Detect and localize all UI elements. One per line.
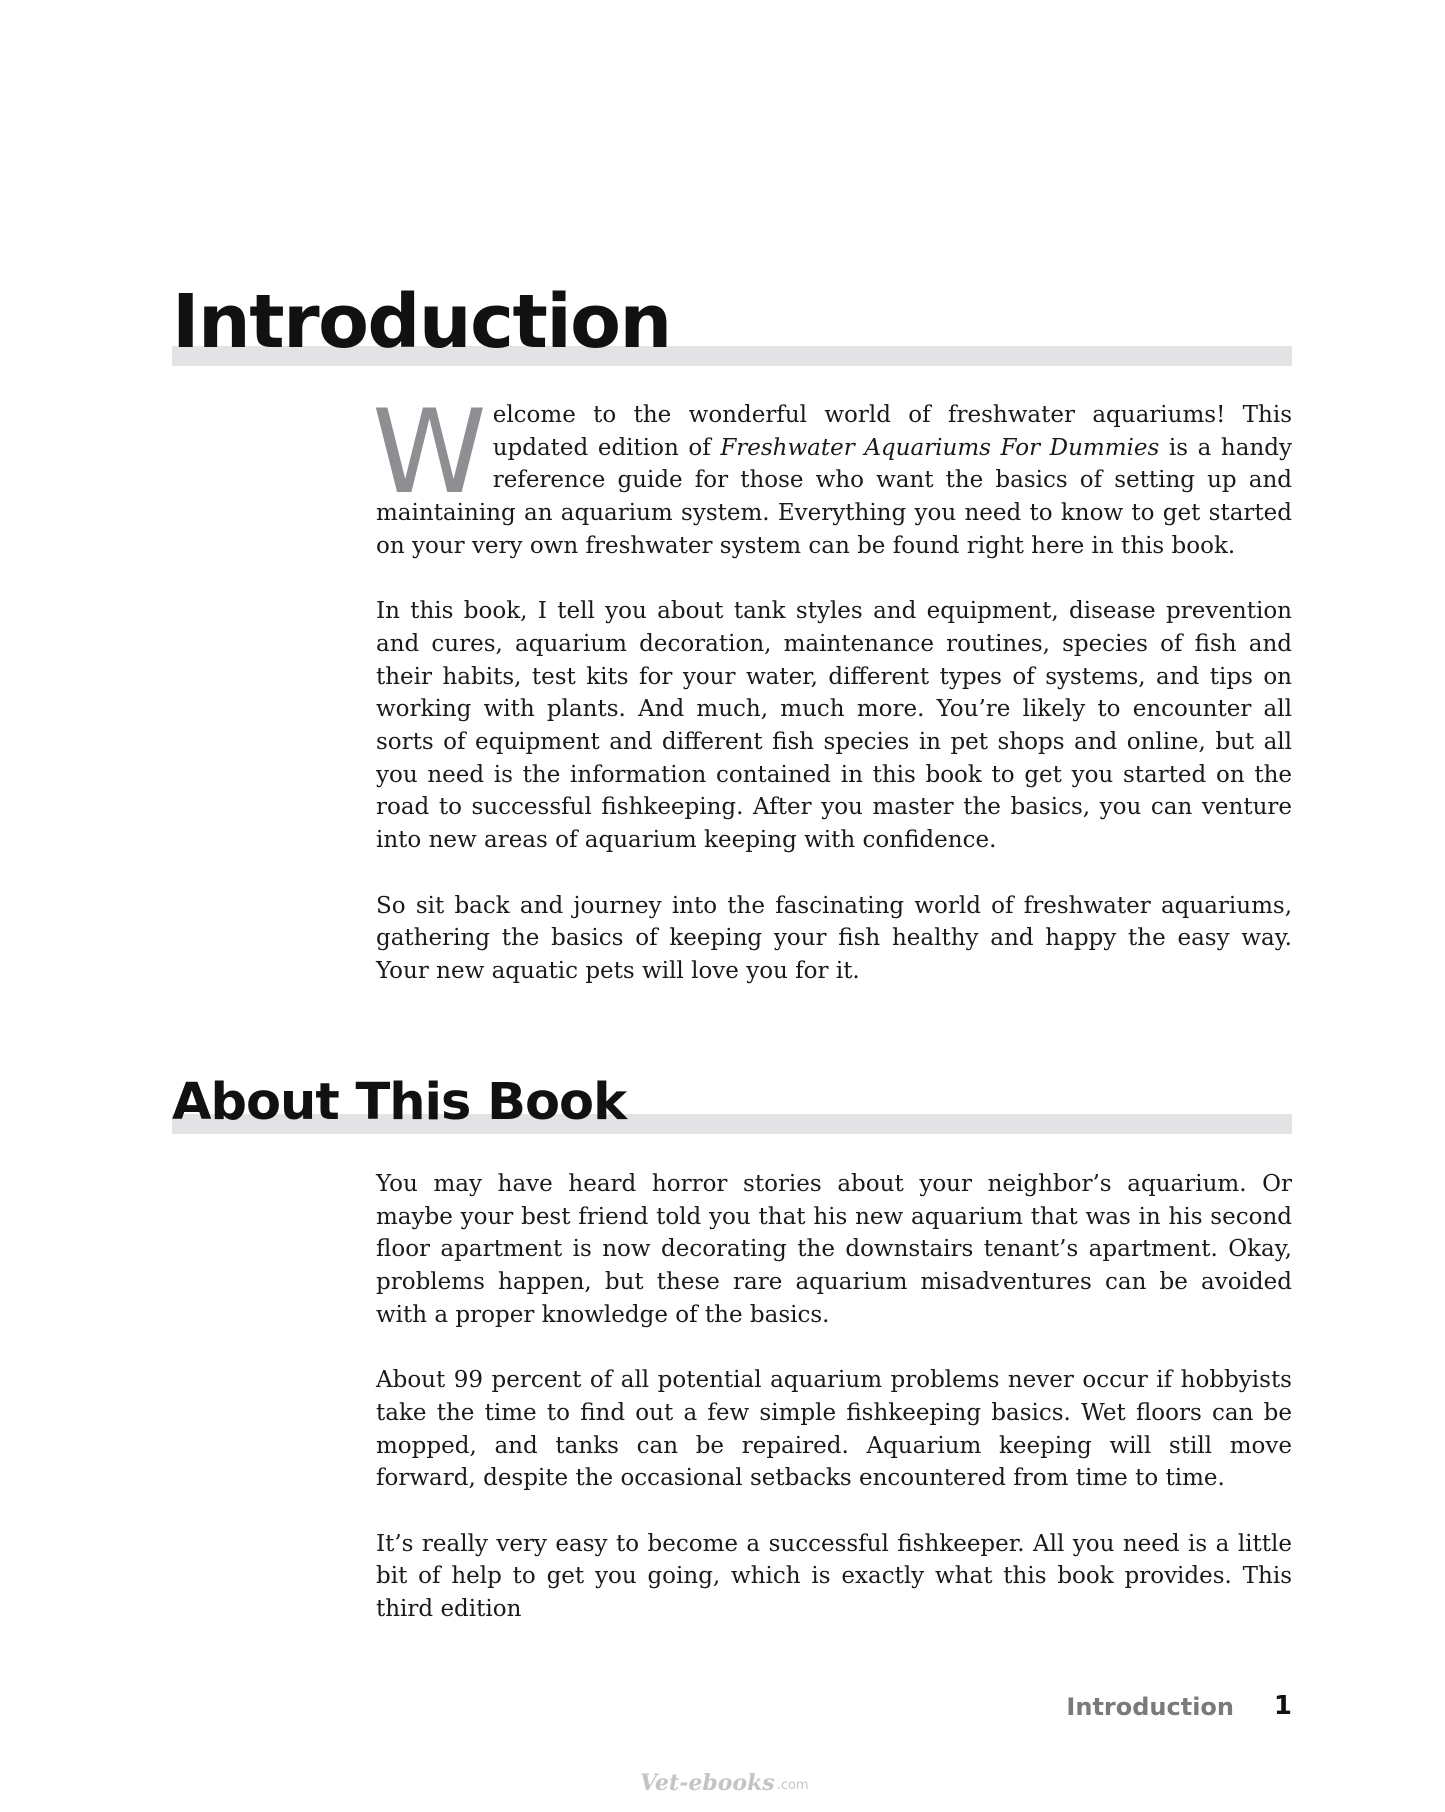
introduction-body	[372, 385, 1292, 988]
chapter-heading-block	[172, 266, 1292, 366]
section-title: About This Book	[172, 1073, 627, 1132]
drop-cap: W	[372, 385, 487, 520]
intro-p1-after: is a handy reference guide for those who want the basics of setting up and maintaining an aquarium system. Everything you need to know to get started on your very own freshwater system can be found right here in this book.	[376, 434, 1292, 559]
about-body	[376, 1168, 1292, 1626]
intro-paragraph-2: In this book, I tell you about tank styles and equipment, disease prevention and cures, aquarium decoration, maintenance routines, species of fish and their habits, test kits for your water, different types of systems, and tips on working with plants. And much, much more. You’re likely to encounter all sorts of equipment and different fish species in pet shops and online, but all you need is the information contained in this book to get you started on the road to successful fishkeeping. After you master the basics, you can venture into new areas of aquarium keeping with confidence.	[376, 598, 1292, 854]
watermark-logo	[640, 1772, 809, 1794]
intro-p1-before: elcome to the wonderful world of freshwater aquariums! This updated edition of	[492, 402, 1292, 461]
about-paragraph-1: You may have heard horror stories about your neighbor’s aquarium. Or maybe your best friend told you that his new aquarium that was in his second floor apartment is now decorating the downstairs tenant’s apartment. Okay, problems happen, but these rare aquarium misadventures can be avoided with a proper knowledge of the basics.	[376, 1171, 1292, 1328]
watermark-suffix: .com	[776, 1778, 809, 1793]
intro-paragraph-1	[372, 385, 1292, 563]
about-paragraph-3: It’s really very easy to become a successful fishkeeper. All you need is a little bit of help to get you going, which is exactly what this book provides. This third edition	[376, 1530, 1292, 1623]
section-heading-block	[172, 1060, 1292, 1134]
about-paragraph-2: About 99 percent of all potential aquarium problems never occur if hobbyists take the time to find out a few simple fishkeeping basics. Wet floors can be mopped, and tanks can be repaired. Aquarium keeping will still move forward, despite the occasional setbacks encountered from time to time.	[376, 1367, 1292, 1492]
running-footer-label: Introduction	[1066, 1693, 1234, 1721]
watermark-text: Vet-ebooks	[640, 1770, 775, 1796]
book-title-italic: Freshwater Aquariums For Dummies	[720, 434, 1160, 461]
chapter-title: Introduction	[172, 279, 671, 365]
intro-paragraph-3: So sit back and journey into the fascinating world of freshwater aquariums, gathering the basics of keeping your fish healthy and happy the easy way. Your new aquatic pets will love you for it.	[376, 892, 1292, 984]
page-number: 1	[1273, 1691, 1292, 1721]
